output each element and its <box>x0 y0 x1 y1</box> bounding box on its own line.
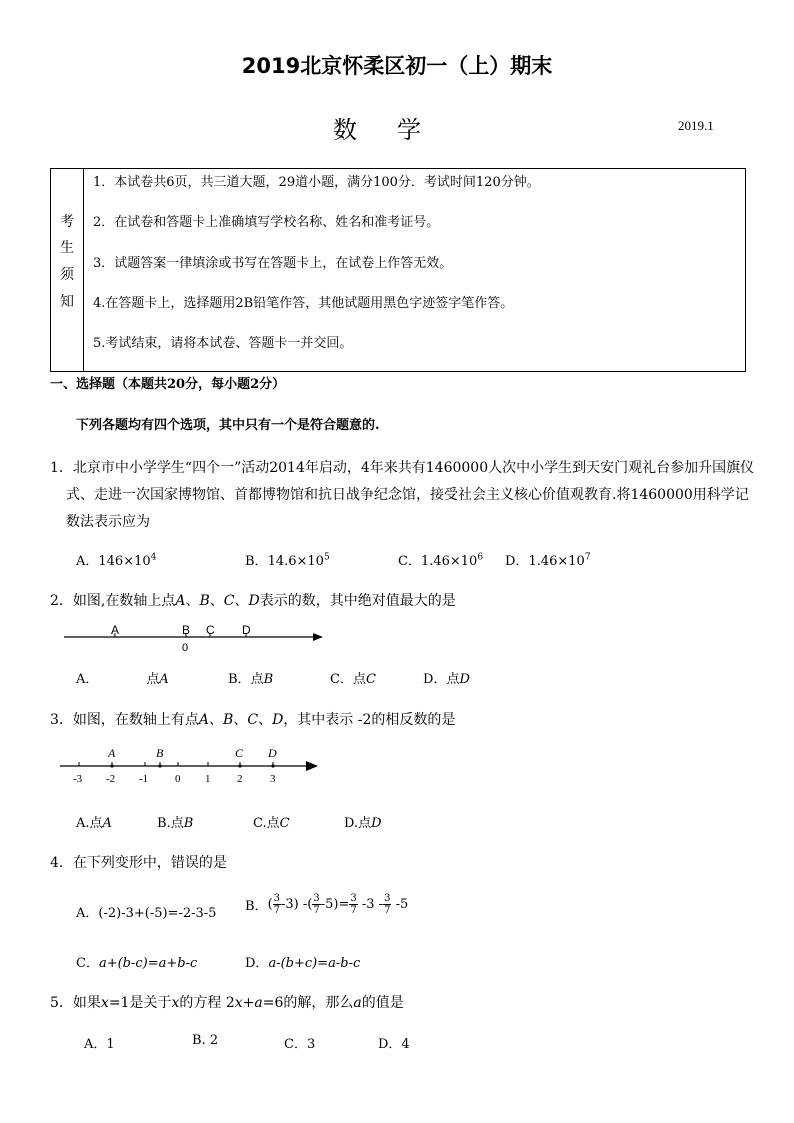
q1-stem-line: 1．北京市中小学学生“四个一”活动2014年启动，4年来共有1460000人次中小学生到天安门观礼台参加升国旗仪 <box>50 460 755 476</box>
point-dot-a <box>110 764 113 767</box>
q5-option-d: D．4 <box>378 1037 410 1052</box>
q1-option-b: B．$14.6\times 10^5$ <box>245 552 330 569</box>
origin-label: 0 <box>182 642 189 654</box>
section-instruction: 下列各题均有四个选项，其中只有一个是符合题意的. <box>76 418 380 433</box>
tick-label: 2 <box>237 773 243 785</box>
q5-option-c: C．3 <box>284 1037 316 1052</box>
fraction: $\frac{3}{7}$ <box>350 893 357 916</box>
q1-stem-line: 数法表示应为 <box>66 514 150 530</box>
point-label-c: C <box>235 746 244 760</box>
q3-option-a: A.点A <box>76 816 112 831</box>
page-title: 2019北京怀柔区初一（上）期末 <box>241 54 553 78</box>
point-dot-b <box>158 764 161 767</box>
q4-option-d: D．a-(b+c)=a-b-c <box>245 956 361 971</box>
notice-item: 5.考试结束，请将本试卷、答题卡一并交回。 <box>93 336 353 351</box>
q1-option-a: A．$146\times 10^4$ <box>76 552 157 569</box>
q3-option-d: D.点D <box>344 816 382 831</box>
notice-item: 3．试题答案一律填涂或书写在答题卡上，在试卷上作答无效。 <box>93 256 453 271</box>
subject-title: 数学 <box>333 116 461 144</box>
q4-option-a: A．(-2)-3+(-5)=-2-3-5 <box>76 906 217 921</box>
q1-option-c: C．$1.46\times 10^6$ <box>398 552 484 569</box>
notice-label-char: 生 <box>60 240 74 256</box>
point-label-d: D <box>242 623 251 637</box>
tick-label: 1 <box>205 773 211 785</box>
q2-option-d: D．点D <box>423 672 470 687</box>
point-dot-c <box>238 764 241 767</box>
q3-option-b: B.点B <box>157 816 194 831</box>
q2-option-b: B．点B <box>228 672 274 687</box>
notice-label-char: 须 <box>60 267 74 283</box>
q3-stem: 3．如图，在数轴上有点A、B、C、D，其中表示 -2的相反数的是 <box>50 712 456 728</box>
fraction: $\frac{3}{7}$ <box>273 893 281 916</box>
notice-label-char: 考 <box>60 214 74 230</box>
point-label-d: D <box>268 746 277 760</box>
tick-label: 3 <box>270 773 276 785</box>
q1-stem-line: 式、走进一次国家博物馆、首都博物馆和抗日战争纪念馆，接受社会主义核心价值观教育.将1460000用科学记 <box>66 487 749 503</box>
q5-option-b: B. 2 <box>192 1033 219 1048</box>
notice-item: 4.在答题卡上，选择题用2B铅笔作答，其他试题用黑色字迹签字笔作答。 <box>93 296 514 311</box>
section-title: 一、选择题（本题共20分，每小题2分） <box>50 377 286 392</box>
q1-option-d: D．$1.46\times 10^7$ <box>505 552 591 569</box>
q5-stem: 5．如果x=1是关于x的方程 2x+a=6的解，那么a的值是 <box>50 995 404 1011</box>
notice-item: 2．在试卷和答题卡上准确填写学校名称、姓名和准考证号。 <box>93 215 440 230</box>
point-label-b: B <box>156 746 164 760</box>
axis-arrow <box>306 761 318 771</box>
q2-option-c: C．点C <box>330 672 376 687</box>
tick-label: -1 <box>139 773 149 785</box>
point-label-b: B <box>182 623 191 637</box>
point-dot-d <box>271 764 274 767</box>
fraction: $\frac{3}{7}$ <box>384 893 391 916</box>
exam-date: 2019.1 <box>678 118 714 133</box>
tick-label: -2 <box>106 773 116 785</box>
q4-option-c: C．a+(b-c)=a+b-c <box>76 956 198 971</box>
q4-option-b: B．( $\frac{3}{7}$ -3) -( $\frac{3}{7}$ -5)= $\frac{3}{7}$ -3 - $\frac{3}{7}$ -5 <box>245 893 409 916</box>
notice-item: 1．本试卷共6页，共三道大题，29道小题，满分100分．考试时间120分钟。 <box>93 175 540 190</box>
q4-stem: 4．在下列变形中，错误的是 <box>50 855 227 871</box>
tick-label: -3 <box>73 773 83 785</box>
q5-option-a: A．1 <box>84 1037 115 1052</box>
point-label-c: C <box>206 623 215 637</box>
tick-label: 0 <box>175 773 181 785</box>
point-label-a: A <box>108 746 116 760</box>
q3-option-c: C.点C <box>253 816 290 831</box>
q2-option-a: A． 点A <box>76 672 169 687</box>
q2-stem: 2．如图,在数轴上点A、B、C、D表示的数，其中绝对值最大的是 <box>50 593 456 609</box>
notice-label-char: 知 <box>60 294 74 310</box>
fraction: $\frac{3}{7}$ <box>313 893 320 916</box>
point-label-a: A <box>111 623 120 637</box>
